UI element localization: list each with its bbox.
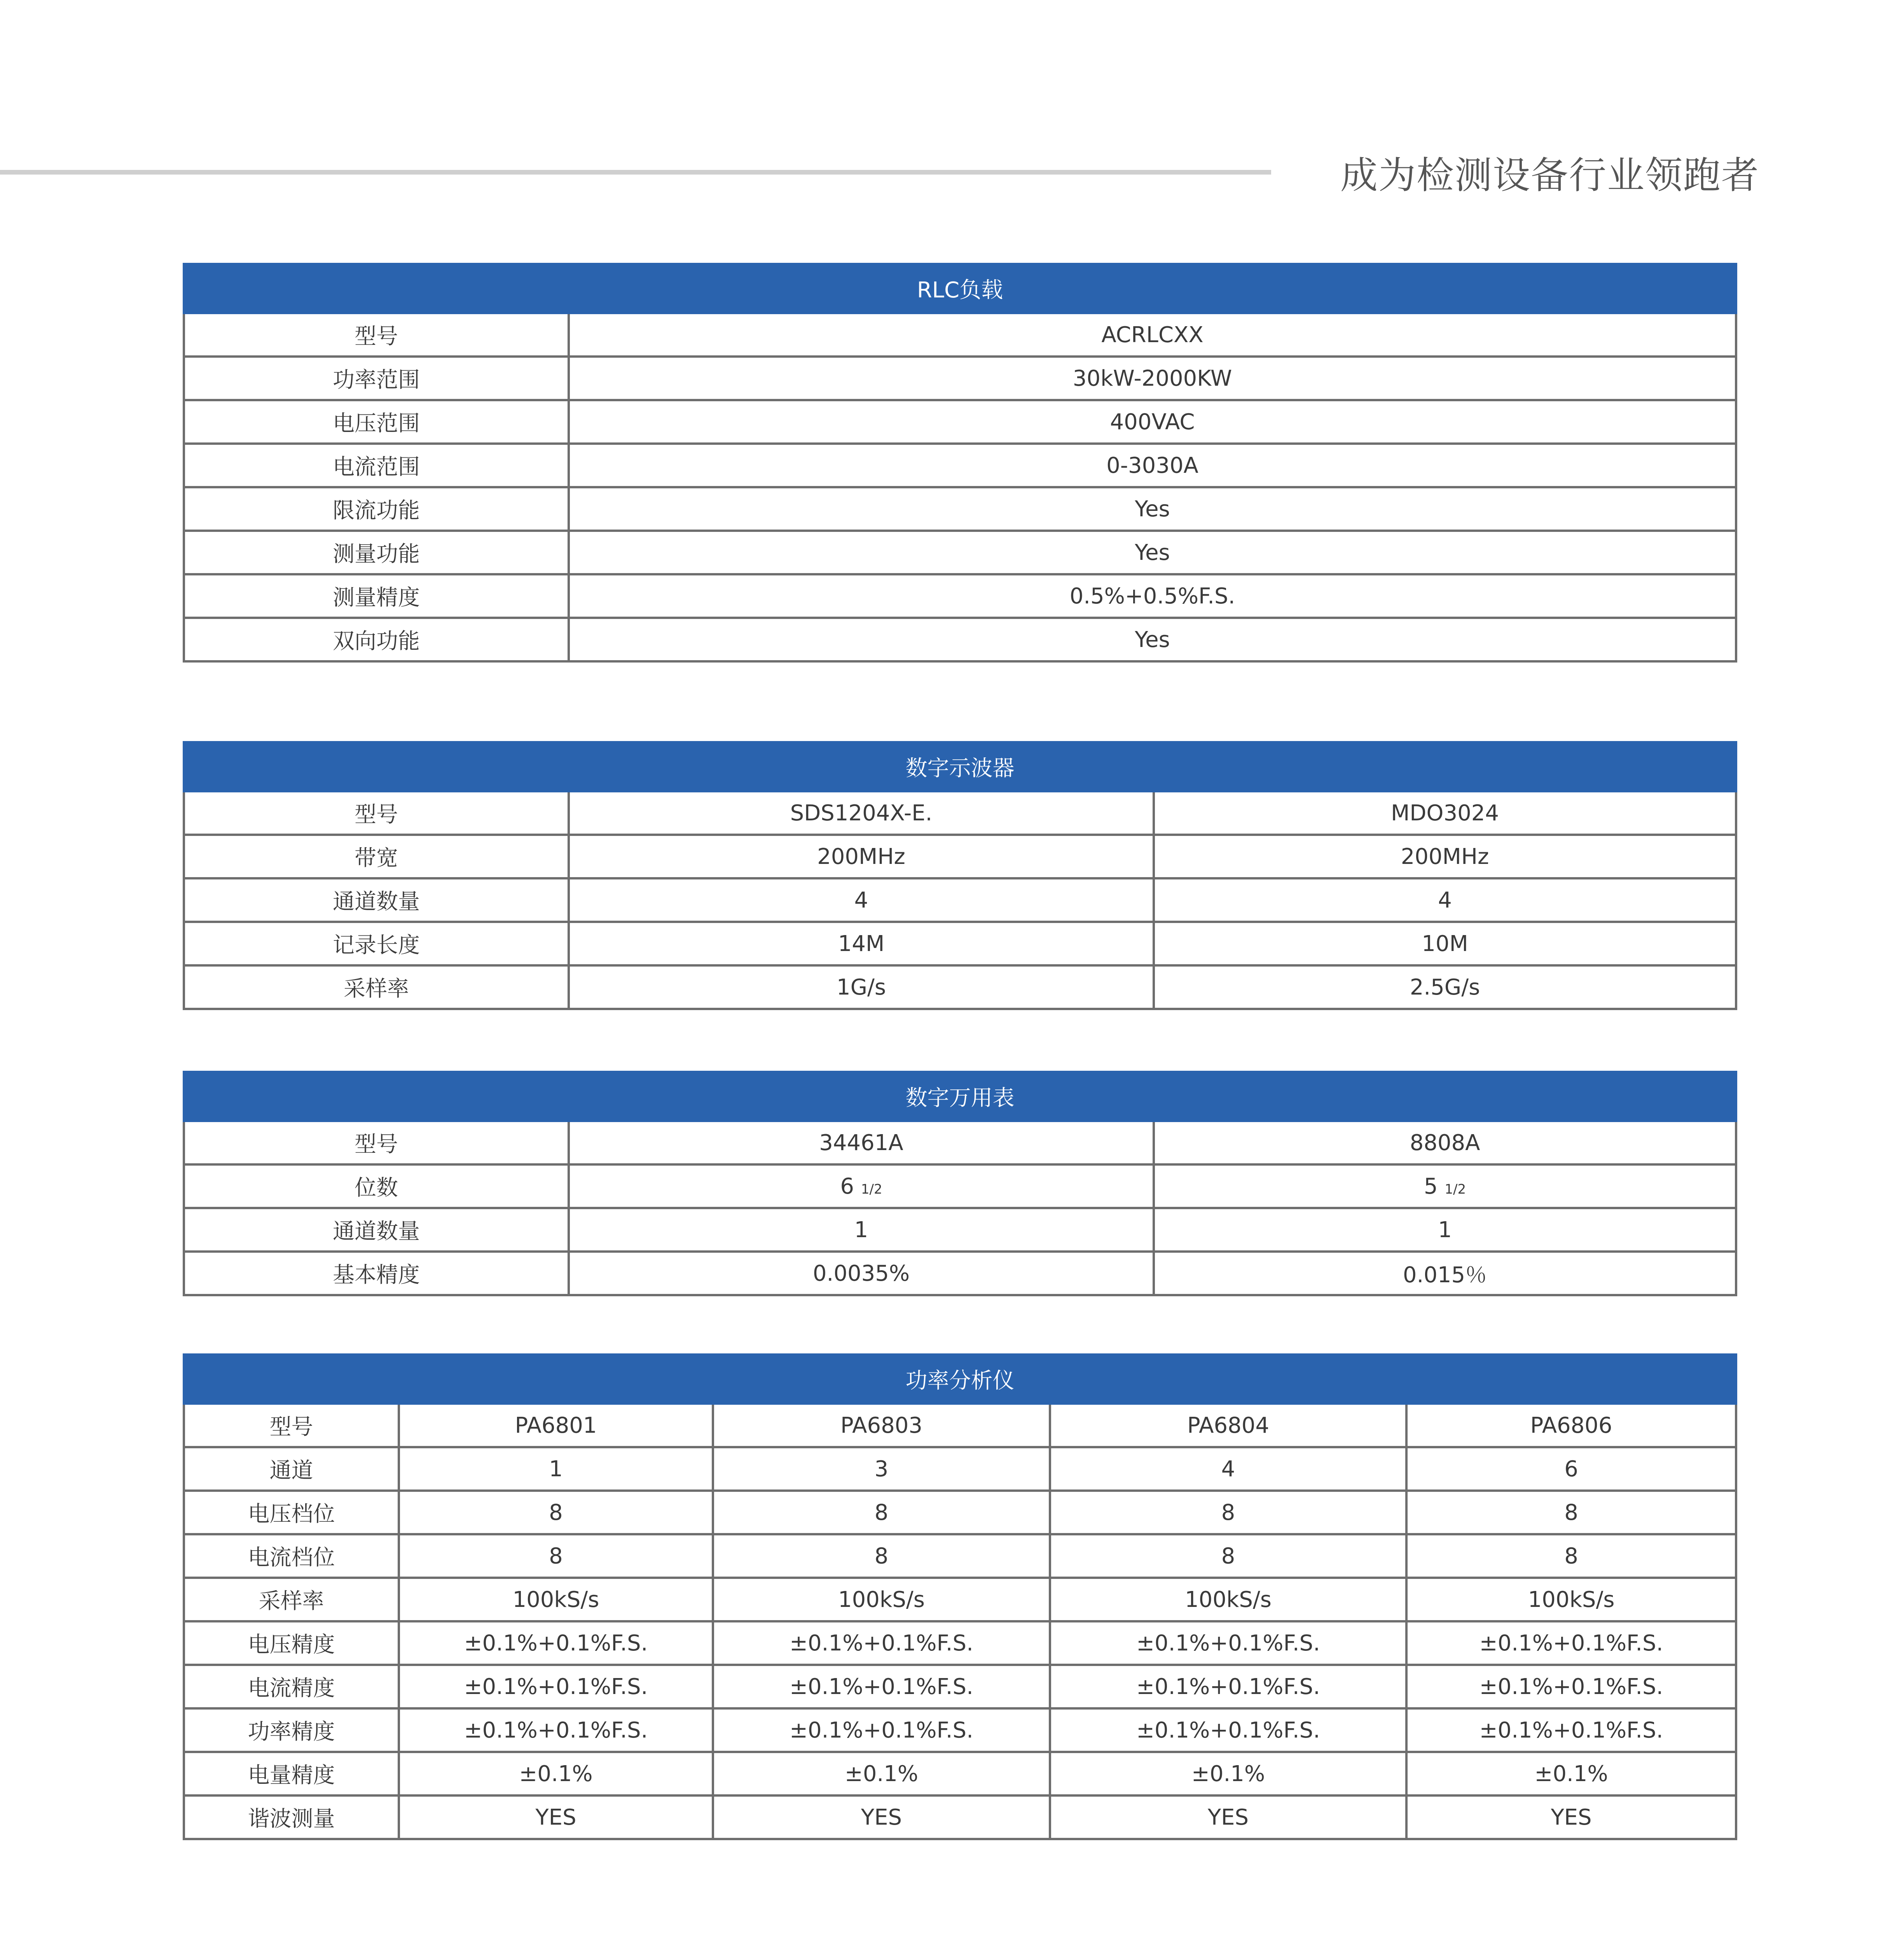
row-label: 带宽 — [184, 835, 569, 878]
table-title: 数字示波器 — [184, 742, 1736, 791]
row-label: 谐波测量 — [184, 1795, 399, 1839]
table-row — [184, 444, 1736, 487]
row-value: 30kW-2000KW — [569, 357, 1736, 400]
rlc-load-table — [183, 263, 1737, 663]
row-value: ±0.1% — [1050, 1752, 1406, 1795]
row-value: 8 — [713, 1491, 1050, 1534]
table-row — [184, 1752, 1736, 1795]
table-row — [184, 835, 1736, 878]
row-value — [569, 1164, 1154, 1208]
row-value: ±0.1% — [399, 1752, 713, 1795]
row-value: ±0.1% — [713, 1752, 1050, 1795]
page-slogan: 成为检测设备行业领跑者 — [1340, 154, 1759, 197]
row-value: MDO3024 — [1154, 791, 1736, 835]
table-row — [184, 313, 1736, 357]
digits-fraction: 1/2 — [1445, 1181, 1466, 1197]
row-value: YES — [1050, 1795, 1406, 1839]
table-title: RLC负载 — [184, 264, 1736, 313]
row-value: 8 — [713, 1534, 1050, 1578]
row-value: YES — [399, 1795, 713, 1839]
row-value: 4 — [569, 878, 1154, 922]
row-label: 测量功能 — [184, 531, 569, 574]
row-value: 100kS/s — [1050, 1578, 1406, 1621]
table-header-row — [184, 742, 1736, 791]
row-label: 限流功能 — [184, 487, 569, 531]
row-value: ±0.1%+0.1%F.S. — [399, 1665, 713, 1708]
table-row — [184, 1665, 1736, 1708]
row-value: ±0.1%+0.1%F.S. — [713, 1621, 1050, 1665]
table-row — [184, 1795, 1736, 1839]
row-label: 电流精度 — [184, 1665, 399, 1708]
row-value: 100kS/s — [1406, 1578, 1736, 1621]
row-label: 电压档位 — [184, 1491, 399, 1534]
row-value: 0.015％ — [1154, 1252, 1736, 1295]
row-value: ±0.1%+0.1%F.S. — [713, 1665, 1050, 1708]
row-label: 电量精度 — [184, 1752, 399, 1795]
table-row — [184, 574, 1736, 618]
row-value: ±0.1%+0.1%F.S. — [1050, 1708, 1406, 1752]
row-value: 2.5G/s — [1154, 965, 1736, 1009]
digits-fraction: 1/2 — [861, 1181, 882, 1197]
row-value: 0.5%+0.5%F.S. — [569, 574, 1736, 618]
table-row — [184, 878, 1736, 922]
row-value: 8 — [1050, 1534, 1406, 1578]
row-value: 200MHz — [569, 835, 1154, 878]
row-value: 1 — [1154, 1208, 1736, 1252]
row-value: ±0.1%+0.1%F.S. — [1406, 1665, 1736, 1708]
row-value: 100kS/s — [713, 1578, 1050, 1621]
row-label: 位数 — [184, 1164, 569, 1208]
row-value: 0-3030A — [569, 444, 1736, 487]
table-row — [184, 1708, 1736, 1752]
row-label: 双向功能 — [184, 618, 569, 661]
power-analyzer-table — [183, 1353, 1737, 1840]
table-row — [184, 487, 1736, 531]
row-value: 6 — [1406, 1447, 1736, 1491]
row-value: 10M — [1154, 922, 1736, 965]
row-value: ±0.1%+0.1%F.S. — [1050, 1665, 1406, 1708]
row-value: 1 — [399, 1447, 713, 1491]
row-value: ±0.1%+0.1%F.S. — [1050, 1621, 1406, 1665]
row-label: 基本精度 — [184, 1252, 569, 1295]
row-value: PA6806 — [1406, 1404, 1736, 1447]
row-label: 采样率 — [184, 1578, 399, 1621]
table-row — [184, 1534, 1736, 1578]
digits-value: 6 — [840, 1173, 854, 1199]
row-value: ±0.1%+0.1%F.S. — [1406, 1708, 1736, 1752]
row-label: 功率精度 — [184, 1708, 399, 1752]
row-value: 1G/s — [569, 965, 1154, 1009]
table-row — [184, 1491, 1736, 1534]
table-row — [184, 1578, 1736, 1621]
table-title: 数字万用表 — [184, 1072, 1736, 1121]
row-value: PA6803 — [713, 1404, 1050, 1447]
row-label: 测量精度 — [184, 574, 569, 618]
row-label: 电流档位 — [184, 1534, 399, 1578]
row-value: YES — [1406, 1795, 1736, 1839]
row-label: 通道 — [184, 1447, 399, 1491]
row-value: 8 — [399, 1534, 713, 1578]
row-value: 3 — [713, 1447, 1050, 1491]
row-value: 1 — [569, 1208, 1154, 1252]
row-label: 型号 — [184, 1404, 399, 1447]
row-value: SDS1204X-E. — [569, 791, 1154, 835]
row-label: 采样率 — [184, 965, 569, 1009]
table-header-row — [184, 264, 1736, 313]
table-row — [184, 965, 1736, 1009]
row-value: ±0.1%+0.1%F.S. — [399, 1621, 713, 1665]
table-row — [184, 922, 1736, 965]
row-value: 200MHz — [1154, 835, 1736, 878]
row-label: 电压精度 — [184, 1621, 399, 1665]
row-value — [1154, 1164, 1736, 1208]
table-row — [184, 531, 1736, 574]
row-value: ±0.1% — [1406, 1752, 1736, 1795]
table-header-row — [184, 1072, 1736, 1121]
multimeter-table — [183, 1071, 1737, 1296]
row-value: 4 — [1050, 1447, 1406, 1491]
row-value: Yes — [569, 487, 1736, 531]
row-value: PA6804 — [1050, 1404, 1406, 1447]
table-row — [184, 1252, 1736, 1295]
row-value: 8 — [399, 1491, 713, 1534]
table-title: 功率分析仪 — [184, 1355, 1736, 1404]
row-label: 型号 — [184, 1121, 569, 1164]
row-value: ACRLCXX — [569, 313, 1736, 357]
row-label: 功率范围 — [184, 357, 569, 400]
row-label: 记录长度 — [184, 922, 569, 965]
row-value: Yes — [569, 618, 1736, 661]
row-label: 通道数量 — [184, 1208, 569, 1252]
table-row — [184, 1621, 1736, 1665]
row-value: 400VAC — [569, 400, 1736, 444]
row-label: 电压范围 — [184, 400, 569, 444]
row-value: 0.0035% — [569, 1252, 1154, 1295]
row-value: Yes — [569, 531, 1736, 574]
table-row — [184, 618, 1736, 661]
row-label: 型号 — [184, 313, 569, 357]
row-value: 4 — [1154, 878, 1736, 922]
table-row — [184, 357, 1736, 400]
row-value: 8 — [1406, 1534, 1736, 1578]
row-value: 8 — [1050, 1491, 1406, 1534]
row-value: 8 — [1406, 1491, 1736, 1534]
digits-value: 5 — [1424, 1173, 1438, 1199]
table-row — [184, 1447, 1736, 1491]
row-value: ±0.1%+0.1%F.S. — [399, 1708, 713, 1752]
table-header-row — [184, 1355, 1736, 1404]
row-label: 电流范围 — [184, 444, 569, 487]
row-label: 型号 — [184, 791, 569, 835]
table-row — [184, 1404, 1736, 1447]
header-rule — [0, 170, 1271, 175]
row-value: 8808A — [1154, 1121, 1736, 1164]
table-row — [184, 1164, 1736, 1208]
row-label: 通道数量 — [184, 878, 569, 922]
oscilloscope-table — [183, 741, 1737, 1010]
table-row — [184, 1208, 1736, 1252]
row-value: ±0.1%+0.1%F.S. — [713, 1708, 1050, 1752]
row-value: YES — [713, 1795, 1050, 1839]
row-value: 100kS/s — [399, 1578, 713, 1621]
row-value: ±0.1%+0.1%F.S. — [1406, 1621, 1736, 1665]
table-row — [184, 1121, 1736, 1164]
table-row — [184, 400, 1736, 444]
row-value: PA6801 — [399, 1404, 713, 1447]
row-value: 34461A — [569, 1121, 1154, 1164]
row-value: 14M — [569, 922, 1154, 965]
table-row — [184, 791, 1736, 835]
